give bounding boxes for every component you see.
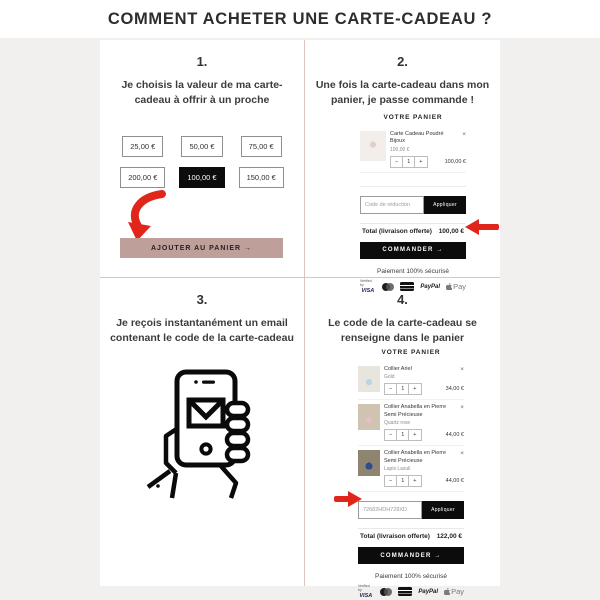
qty-increase-button[interactable]: + (413, 386, 417, 393)
item-name: Carte Cadeau Poudré Bijoux (390, 131, 444, 145)
cart-item (358, 362, 464, 400)
visa-icon: Verified by VISA (358, 584, 373, 599)
product-thumbnail (360, 131, 386, 161)
paypal-icon: PayPal (418, 588, 439, 595)
remove-item-icon[interactable]: × (460, 450, 464, 458)
header (0, 0, 600, 38)
qty-decrease-button[interactable]: − (395, 158, 399, 165)
quantity-stepper (384, 383, 422, 395)
gift-card-amount-option[interactable]: 200,00 € (120, 167, 165, 188)
amex-icon (398, 587, 412, 596)
mastercard-icon (380, 588, 392, 596)
item-price: 44,00 € (445, 432, 464, 439)
step-number: 3. (196, 292, 208, 307)
qty-value: 1 (396, 384, 409, 394)
quantity-stepper (384, 429, 422, 441)
gift-card-amount-option[interactable]: 50,00 € (181, 136, 222, 157)
total-value: 100,00 € (438, 227, 464, 235)
discount-code-input[interactable] (360, 196, 424, 214)
secure-payment-label: Paiement 100% sécurisé (377, 267, 449, 275)
item-name: Collier Anabella en Pierre Semi Précieuse (384, 404, 447, 418)
qty-value: 1 (396, 476, 409, 486)
product-thumbnail (358, 450, 380, 476)
item-variant: Lapis Lazuli (384, 466, 411, 473)
item-variant: 100,00 € (390, 146, 410, 153)
checkout-button[interactable]: COMMANDER → (360, 242, 466, 259)
step-4-panel (305, 278, 500, 599)
payment-methods (358, 585, 464, 599)
apple-pay-icon: Pay (444, 587, 464, 596)
step-number: 4. (397, 292, 408, 307)
cart-item (358, 400, 464, 446)
remove-item-icon[interactable]: × (460, 404, 464, 412)
arrow-left-icon (465, 219, 499, 235)
apple-logo-icon (444, 588, 450, 595)
item-name: Collier Anabella en Pierre Semi Précieuse (384, 450, 447, 464)
qty-value: 1 (402, 157, 415, 167)
item-price: 100,00 € (444, 158, 466, 165)
quantity-stepper (390, 156, 428, 168)
product-thumbnail (358, 404, 380, 430)
mini-cart (360, 114, 466, 294)
gift-card-amount-option[interactable]: 150,00 € (239, 167, 284, 188)
gift-card-amount-option-selected[interactable]: 100,00 € (179, 167, 224, 188)
apply-button[interactable]: Appliquer (422, 501, 464, 519)
qty-increase-button[interactable]: + (413, 432, 417, 439)
quantity-stepper (384, 475, 422, 487)
apply-button[interactable]: Appliquer (424, 196, 466, 214)
total-label: Total (livraison offerte) (360, 533, 430, 541)
item-price: 44,00 € (445, 478, 464, 485)
item-variant: Gold (384, 374, 395, 381)
amount-options-grid (120, 136, 284, 188)
step-number: 1. (196, 54, 208, 69)
phone-email-icon (143, 366, 261, 507)
gift-code-input[interactable] (358, 501, 422, 519)
step-heading: Une fois la carte-cadeau dans mon panier, je passe commande ! (315, 79, 490, 107)
cart-item (358, 446, 464, 492)
step-heading: Je reçois instantanément un email contenant le code de la carte-cadeau (110, 317, 294, 345)
arrow-right-icon (334, 491, 362, 507)
page-title: COMMENT ACHETER UNE CARTE-CADEAU ? (107, 9, 493, 28)
cart-title: VOTRE PANIER (383, 114, 443, 121)
curved-arrow-icon (124, 190, 170, 242)
paypal-icon: PayPal (420, 283, 441, 290)
apple-pay-icon: Pay (446, 282, 466, 291)
qty-increase-button[interactable]: + (419, 158, 423, 165)
secure-payment-label: Paiement 100% sécurisé (375, 573, 447, 581)
cart-title: VOTRE PANIER (381, 349, 441, 356)
cart-item (360, 127, 466, 173)
step-number: 2. (397, 54, 408, 69)
gift-card-amount-option[interactable]: 25,00 € (122, 136, 163, 157)
step-3-panel (100, 278, 304, 586)
remove-item-icon[interactable]: × (460, 366, 464, 373)
total-label: Total (livraison offerte) (362, 227, 432, 235)
step-2-panel (305, 40, 500, 294)
qty-decrease-button[interactable]: − (389, 386, 393, 393)
item-name: Collier Ariel (384, 366, 412, 372)
step-heading: Je choisis la valeur de ma carte-cadeau à offrir à un proche (121, 79, 283, 107)
mini-cart (358, 349, 464, 599)
divider (360, 186, 466, 187)
qty-increase-button[interactable]: + (413, 478, 417, 485)
add-to-cart-button[interactable]: AJOUTER AU PANIER → (120, 238, 283, 258)
step-heading: Le code de la carte-cadeau se renseigne dans le panier (328, 317, 477, 345)
gift-card-amount-option[interactable]: 75,00 € (241, 136, 282, 157)
remove-item-icon[interactable]: × (462, 131, 466, 138)
checkout-button[interactable]: COMMANDER → (358, 547, 464, 564)
qty-decrease-button[interactable]: − (389, 478, 393, 485)
product-thumbnail (358, 366, 380, 392)
qty-value: 1 (396, 430, 409, 440)
item-price: 34,00 € (445, 386, 464, 393)
item-variant: Quartz rose (384, 420, 411, 427)
qty-decrease-button[interactable]: − (389, 432, 393, 439)
step-1-panel (100, 40, 304, 277)
total-value: 122,00 € (436, 533, 462, 541)
visa-icon: Verified by VISA (360, 278, 375, 294)
